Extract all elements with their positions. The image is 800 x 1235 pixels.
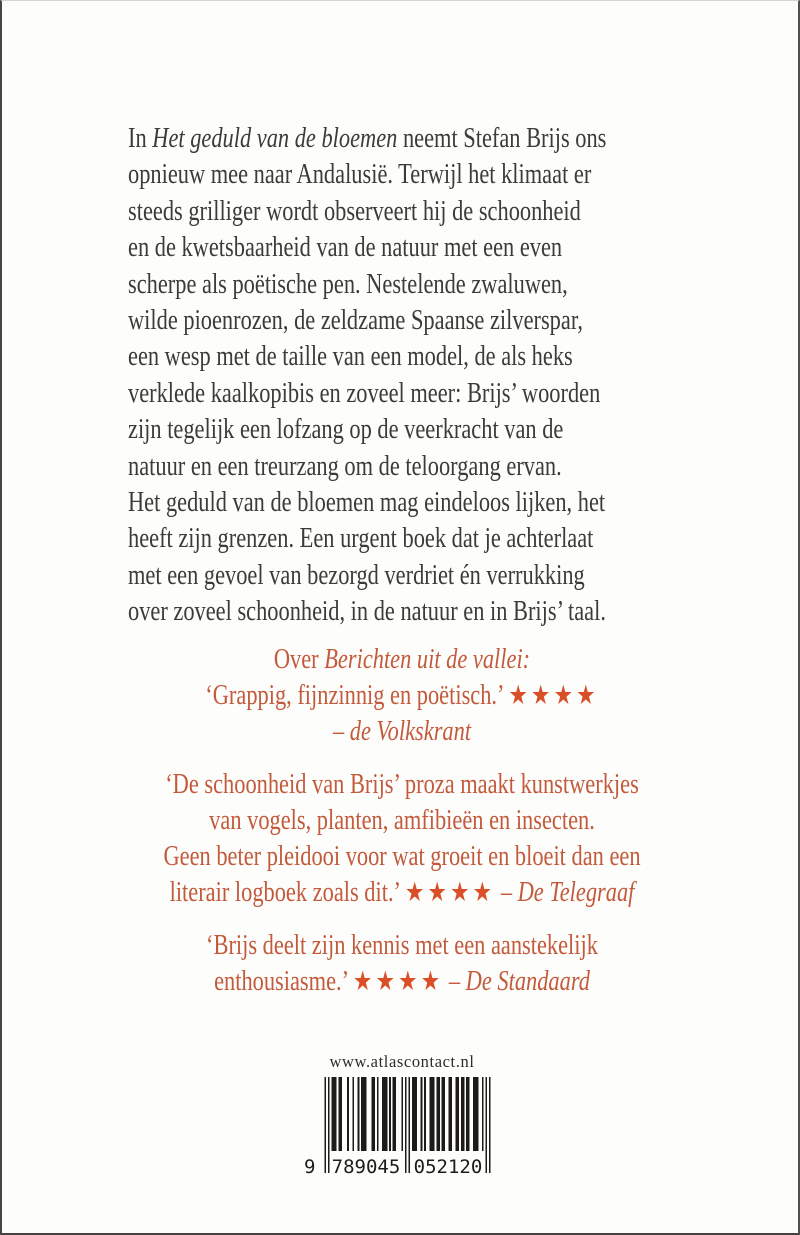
text-segment: Het geduld van de bloemen mag eindeloos lijken, het [128, 487, 606, 519]
text-segment: ‘De schoonheid van Brijs’ proza maakt kunstwerkjes [165, 769, 639, 800]
text-line [82, 875, 722, 911]
text-line [82, 678, 722, 714]
text-line [128, 485, 606, 521]
text-segment: over zoveel schoonheid, in de natuur en in Brijs’ taal. [128, 596, 606, 628]
text-line [82, 767, 722, 803]
text-segment: – De Standaard [448, 966, 590, 997]
text-line [128, 594, 606, 630]
review-quote-volkskrant [82, 642, 722, 750]
star-rating: ★★★★ [404, 877, 496, 908]
text-segment: met een gevoel van bezorgd verdriet én verrukking [128, 559, 585, 591]
text-line [128, 558, 606, 594]
text-line [128, 267, 606, 303]
text-segment: een wesp met de taille van een model, de als heks [128, 341, 573, 373]
text-line [128, 230, 606, 266]
text-segment: – De Telegraaf [500, 877, 635, 908]
text-segment: Over [273, 644, 325, 675]
text-segment: ‘Brijs deelt zijn kennis met een aanstekelijk [206, 930, 598, 961]
text-line [82, 839, 722, 875]
isbn-group-left: 789045 [331, 1156, 401, 1178]
text-segment: en de kwetsbaarheid van de natuur met een even [128, 232, 563, 264]
text-line [128, 194, 606, 230]
text-segment: van vogels, planten, amfibieën en insecten. [209, 805, 595, 836]
text-segment: steeds grilliger wordt observeert hij de schoonheid [128, 195, 581, 227]
text-segment: enthousiasme.’ [214, 966, 354, 997]
text-line [82, 642, 722, 678]
text-line [82, 714, 722, 750]
text-line [128, 376, 606, 412]
text-line [128, 339, 606, 375]
text-segment: scherpe als poëtische pen. Nestelende zwaluwen, [128, 268, 568, 300]
text-segment: In [128, 123, 153, 154]
text-line [128, 449, 606, 485]
text-segment: Berichten uit de vallei: [324, 644, 531, 675]
blurb-paragraph [128, 121, 606, 631]
text-line [128, 521, 606, 557]
text-segment: Geen beter pleidooi voor wat groeit en bloeit dan een [163, 841, 641, 872]
text-segment: literair logboek zoals dit.’ [169, 877, 405, 908]
text-segment: – de Volkskrant [332, 716, 472, 747]
text-segment: zijn tegelijk een lofzang op de veerkracht van de [128, 414, 564, 446]
text-line [128, 121, 606, 157]
text-segment: natuur en een treurzang om de teloorgang ervan. [128, 450, 562, 482]
text-segment: verklede kaalkopibis en zoveel meer: Brijs’ woorden [128, 377, 601, 409]
text-line [82, 928, 722, 964]
review-quote-telegraaf [82, 767, 722, 911]
isbn-digit-lead: 9 [304, 1156, 316, 1178]
text-segment: ‘Grappig, fijnzinnig en poëtisch.’ [205, 680, 509, 711]
isbn-group-right: 052120 [413, 1156, 483, 1178]
text-line [82, 964, 722, 1000]
text-line [128, 303, 606, 339]
text-line [82, 803, 722, 839]
star-rating: ★★★★ [508, 680, 599, 711]
text-segment: neemt Stefan Brijs ons [397, 123, 607, 154]
text-segment: opnieuw mee naar Andalusië. Terwijl het klimaat er [128, 159, 592, 191]
publisher-website: www.atlascontact.nl [329, 1052, 475, 1071]
text-segment: heeft zijn grenzen. Een urgent boek dat je achterlaat [128, 523, 594, 555]
text-segment: Het geduld van de bloemen [152, 123, 398, 154]
text-line [128, 412, 606, 448]
text-segment: wilde pioenrozen, de zeldzame Spaanse zilverspar, [128, 305, 583, 337]
barcode [304, 1077, 491, 1178]
star-rating: ★★★★ [353, 966, 444, 997]
review-quote-standaard [82, 928, 722, 1000]
text-line [128, 157, 606, 193]
